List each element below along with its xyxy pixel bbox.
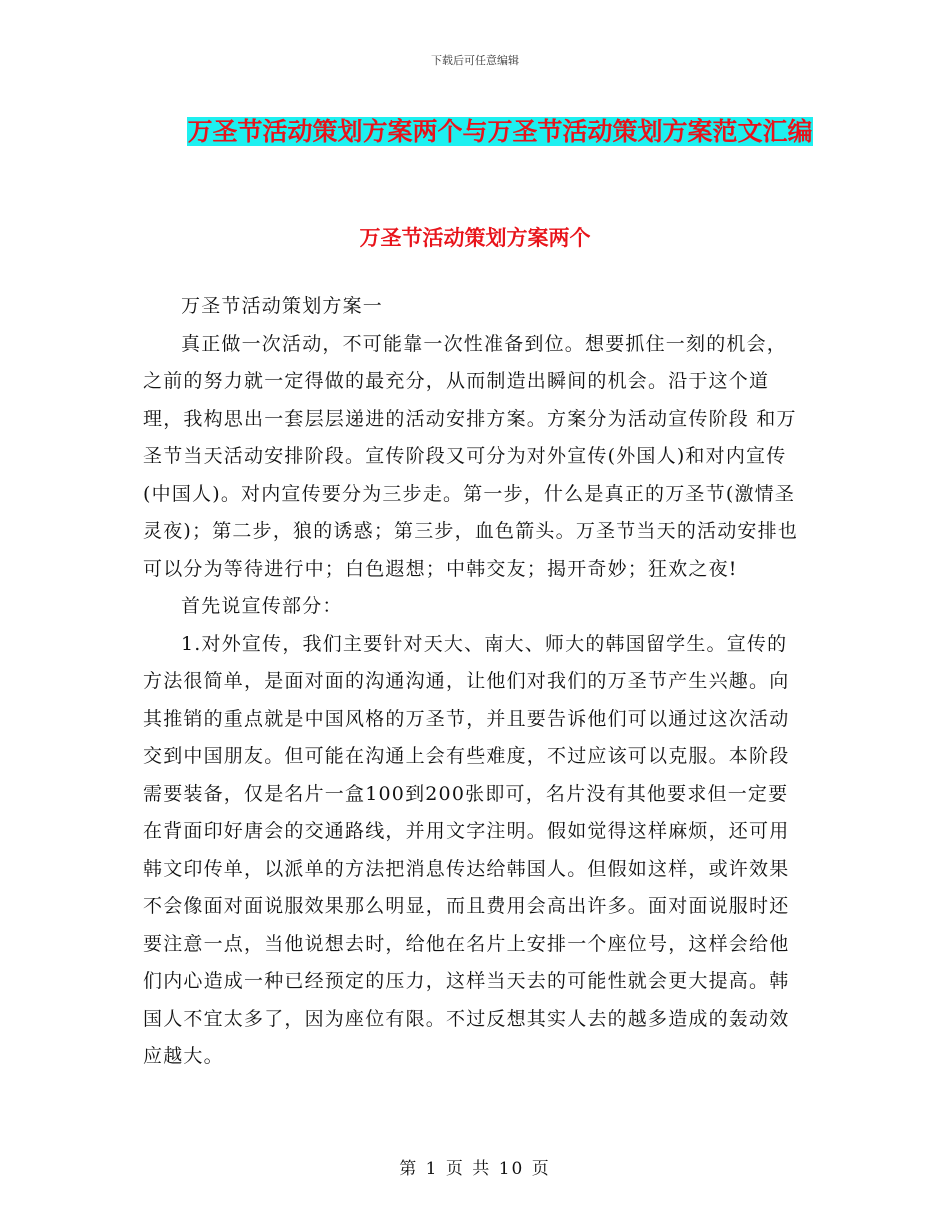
page-number: 第 1 页 共 10 页 [399, 1159, 551, 1179]
document-title [150, 108, 850, 156]
section-title: 万圣节活动策划方案两个 [359, 225, 591, 250]
page-header-note: 下载后可任意编辑 [431, 54, 519, 67]
document-title-text: 万圣节活动策划方案两个与万圣节活动策划方案范文汇编 [187, 117, 813, 146]
paragraph-subtitle: 万圣节活动策划方案一 [181, 295, 384, 317]
paragraph-external-promotion: 1.对外宣传，我们主要针对天大、南大、师大的韩国留学生。宣传的方法很简单，是面对面的沟通沟通，让他们对我们的万圣节产生兴趣。向其推销的重点就是中国风格的万圣节，并且要告诉他们可以通过这次活动交到中国朋友。但可能在沟通上会有些难度，不过应该可以克服。本阶段需要装备，仅是名片一盒100到200张即可，名片没有其他要求但一定要在背面印好唐会的交通路线，并用文字注明。假如觉得这样麻烦，还可用韩文印传单，以派单的方法把消息传达给韩国人。但假如这样，或许效果不会像面对面说服效果那么明显，而且费用会高出许多。面对面说服时还要注意一点，当他说想去时，给他在名片上安排一个座位号，这样会给他们内心造成一种已经预定的压力，这样当天去的可能性就会更大提高。韩国人不宜太多了，因为座位有限。不过反想其实人去的越多造成的轰动效应越大。 [143, 632, 790, 1067]
body-text [143, 288, 807, 1076]
paragraph-intro: 真正做一次活动，不可能靠一次性准备到位。想要抓住一刻的机会，之前的努力就一定得做的最充分，从而制造出瞬间的机会。沿于这个道理，我构思出一套层层递进的活动安排方案。方案分为活动宣传阶段 和万圣节当天活动安排阶段。宣传阶段又可分为对外宣传(外国人)和对内宣传(中国人)。对内宣传要分为三步走。第一步，什么是真正的万圣节(激情圣灵夜)；第二步，狼的诱惑；第三步，血色箭头。万圣节当天的活动安排也可以分为等待进行中；白色遐想；中韩交友；揭开奇妙；狂欢之夜! [143, 332, 799, 580]
paragraph-promotion-heading: 首先说宣传部分： [181, 595, 343, 617]
